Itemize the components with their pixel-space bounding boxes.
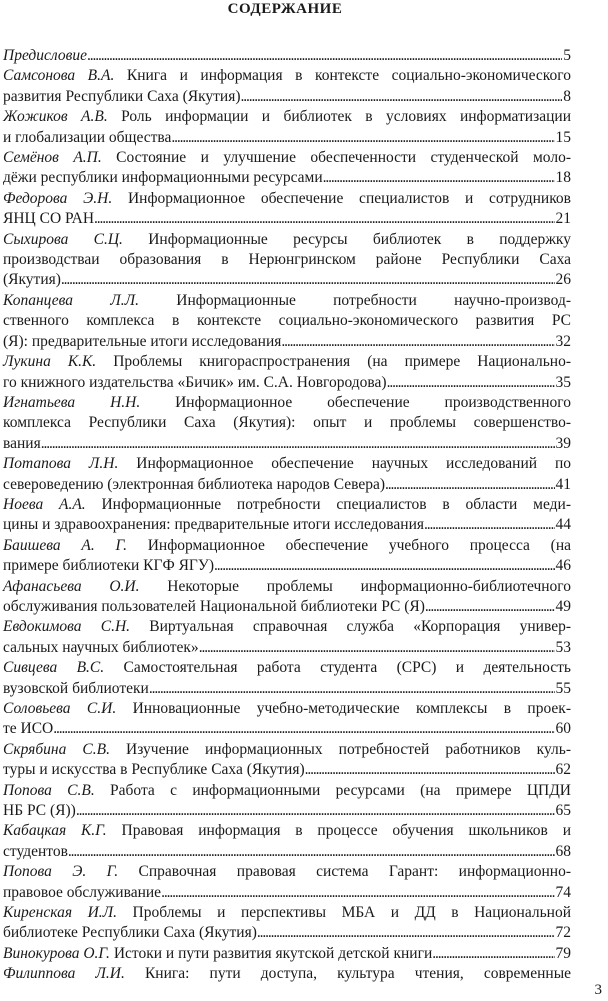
toc-entry [3,148,571,189]
toc-leader-dots [61,270,555,290]
toc-title-text: ственного комплекса в контексте социально-экономического развития РС [3,312,571,330]
toc-page-number: 72 [555,924,571,942]
toc-entry [3,862,571,903]
toc-page-number: 49 [555,597,571,615]
toc-title-text: Информационные потребности специалистов в области меди- [85,495,571,513]
toc-author: Самсонова В.А. [3,67,115,85]
toc-title-text: Проблемы книгораспространения (на примере Национально- [96,353,571,371]
toc-page-number: 8 [563,87,571,105]
toc-page-number: 26 [555,271,571,289]
toc-title-text: североведению (электронная библиотека народов Севера) [3,475,386,493]
toc-author: Копанцева Л.Л. [3,291,140,309]
toc-title-text: Книга: пути доступа, культура чтения, современные [124,965,571,983]
toc-entry-line [3,413,571,433]
toc-page-number: 15 [555,128,571,146]
toc-title-text: обслуживания пользователей Национальной библиотеки РС (Я) [3,597,425,615]
toc-leader-dots [257,923,555,943]
toc-entry-last-line [3,46,571,66]
page-number: 3 [594,982,602,998]
toc-leader-dots [425,597,555,617]
toc-entry-last-line [3,597,571,617]
toc-title-text: Информационные потребности научно-производ- [139,291,571,309]
toc-page-number: 5 [563,47,571,64]
toc-entry [3,66,571,107]
toc-entry [3,740,571,781]
toc-leader-dots [385,475,554,495]
toc-author: Семёнов А.П. [3,149,102,167]
toc-title-text: производстваи образования в Нерюнгринском районе Республики Саха [3,251,571,269]
toc-title-text: Изучение информационных потребностей работников куль- [109,740,571,758]
toc-author: Попова Э. Г. [3,863,119,881]
toc-title-text: Проблемы и перспективы МБА и ДД в Национальной [117,904,571,922]
toc-author: Киренская И.Л. [3,904,118,922]
toc-page-number: 79 [555,944,571,962]
toc-entry-line [3,862,571,882]
toc-title-text: студентов [3,842,68,860]
toc-leader-dots [432,944,554,964]
toc-entry [3,658,571,699]
page-title: СОДЕРЖАНИЕ [227,1,343,17]
toc-entry [3,107,571,148]
toc-title-text: Работа с информационными ресурсами (на примере ЦПДИ [94,781,571,799]
toc-entry-last-line [3,679,571,699]
toc-entry-last-line [3,332,571,352]
toc-author: Баишева А. Г. [3,536,127,554]
toc-author: Соловьева С.И. [3,700,117,717]
toc-title-text: библиотеке Республики Саха (Якутия) [3,924,257,942]
toc-entry [3,944,571,964]
toc-entry [3,577,571,618]
toc-leader-dots [68,842,555,862]
toc-author: Лукина К.К. [3,353,97,371]
toc-title-text: (Якутия) [3,271,61,289]
toc-entry-line [3,66,571,86]
toc-title-text: вузовской библиотеки [3,679,149,697]
toc-author: Кабацкая К.Г. [3,822,107,840]
toc-title-text: Виртуальная справочная служба «Корпорация универ- [130,618,571,636]
toc-entry-line [3,821,571,841]
toc-title-text: сальных научных библиотек» [3,638,199,656]
toc-page-number: 74 [555,883,571,901]
toc-title-text: те ИСО [3,720,54,738]
toc-entry [3,699,571,740]
toc-leader-dots [53,719,554,739]
toc-entry-line [3,311,571,331]
toc-page-number: 35 [555,373,571,391]
toc-author: Федорова Э.Н. [3,189,113,207]
toc-entry-line [3,189,571,209]
toc-page-number: 21 [555,210,571,228]
toc-entry [3,781,571,822]
toc-entry-last-line [3,475,571,495]
toc-entry-last-line [3,168,571,188]
toc-title-text: Истоки и пути развития якутской детской книги [109,944,433,962]
toc-title-text: Информационное обеспечение производственного [140,393,571,411]
toc-entry [3,536,571,577]
toc-page-number: 32 [555,332,571,350]
toc-entry-last-line [3,842,571,862]
toc-page-number: 46 [555,557,571,575]
toc-page-number: 39 [555,434,571,452]
toc-title-text: Справочная правовая система Гарант: информационно- [118,863,571,881]
toc-title-text: Некоторые проблемы информационно-библиотечного [139,577,572,595]
toc-entry [3,454,571,495]
toc-leader-dots [199,638,555,658]
toc-entry-last-line [3,556,571,576]
toc-author: Винокурова О.Г. [3,944,110,962]
toc-entry [3,46,571,66]
toc-title-text: Информационное обеспечение научных исследований по [118,455,572,473]
toc-title-text: вания [3,434,41,452]
toc-title-text: Правовая информация в процессе обучения школьников и [106,822,571,840]
toc-entry-line [3,230,571,250]
toc-entry-line [3,699,571,719]
toc-leader-dots [241,87,563,107]
toc-entry [3,821,571,862]
table-of-contents [3,46,571,985]
toc-entry-line [3,495,571,515]
toc-entry [3,617,571,658]
toc-entry-line [3,454,571,474]
toc-entry-last-line [3,87,571,107]
toc-leader-dots [171,128,554,148]
toc-entry-line [3,740,571,760]
toc-entry [3,393,571,454]
toc-title-text: Информационное обеспечение учебного процесса (на [126,536,571,554]
toc-leader-dots [94,209,554,229]
toc-leader-dots [424,515,554,535]
toc-leader-dots [161,883,554,903]
toc-entry-line [3,291,571,311]
toc-entry [3,495,571,536]
toc-author: Сивцева В.С. [3,659,105,677]
toc-author: Афанасьева О.И. [3,577,140,595]
toc-leader-dots [214,556,555,576]
toc-author: Скрябина С.В. [3,740,110,758]
toc-entry-last-line [3,373,571,393]
toc-title-text: развития Республики Саха (Якутия) [3,87,241,105]
toc-author: Жожиков А.В. [3,108,108,126]
toc-entry [3,352,571,393]
toc-author: Ноева А.А. [3,495,86,513]
toc-author: Сыхирова С.Ц. [3,230,123,248]
toc-leader-dots [41,434,555,454]
toc-title-text: Роль информации и библиотек в условиях информатизации [107,108,571,126]
toc-author: Потапова Л.Н. [3,455,119,473]
toc-title-text: примере библиотеки КГФ ЯГУ) [3,557,214,575]
toc-entry-last-line [3,515,571,535]
toc-author: Попова С.В. [3,781,95,799]
toc-entry-line [3,393,571,413]
toc-leader-dots [76,801,555,821]
toc-title-text: туры и искусства в Республике Саха (Якутия) [3,761,305,779]
toc-title-text: ЯНЦ СО РАН [3,210,95,228]
toc-author: Филиппова Л.И. [3,965,125,983]
toc-leader-dots [149,679,555,699]
toc-entry [3,189,571,230]
toc-page-number: 44 [555,516,571,534]
toc-title-text: Инновационные учебно-методические комплексы в проек- [116,700,571,717]
toc-entry-line [3,536,571,556]
toc-entry-line [3,250,571,270]
toc-leader-dots [305,760,555,780]
toc-entry-last-line [3,719,571,739]
toc-leader-dots [281,332,554,352]
toc-entry-last-line [3,801,571,821]
toc-title-text: Состояние и улучшение обеспеченности студенческой моло- [101,149,571,167]
toc-title-text: (Я): предварительные итоги исследования [3,332,282,350]
toc-title-text: Книга и информация в контексте социально-экономического [114,67,572,85]
toc-author: Игнатьева Н.Н. [3,393,141,411]
toc-page-number: 53 [555,638,571,656]
toc-title-text: цины и здравоохранения: предварительные итоги исследования [3,516,425,534]
toc-title-text: Информационное обеспечение специалистов и сотрудников [112,189,572,207]
toc-entry-last-line [3,883,571,903]
toc-page-number: 62 [555,761,571,779]
toc-entry-line [3,964,571,984]
toc-entry-last-line [3,638,571,658]
toc-entry-last-line [3,760,571,780]
toc-title-text: Самостоятельная работа студента (СРС) и деятельность [104,659,571,677]
toc-page-number: 55 [555,679,571,697]
toc-title-text: правовое обслуживание [3,883,162,901]
toc-entry-last-line [3,128,571,148]
toc-title-text: го книжного издательства «Бичик» им. С.А. Новгородова) [3,373,387,391]
toc-entry-last-line [3,270,571,290]
toc-entry-last-line [3,944,571,964]
toc-author: Евдокимова С.Н. [3,618,131,636]
toc-title-text: НБ РС (Я)) [3,802,76,820]
toc-entry-line [3,781,571,801]
toc-title-text: комплекса Республики Саха (Якутия): опыт и проблемы совершенство- [3,414,571,432]
toc-author: Предисловие [3,47,87,64]
toc-entry [3,964,571,984]
toc-entry-last-line [3,209,571,229]
toc-title-text: Информационные ресурсы библиотек в поддержку [122,230,571,248]
toc-entry-line [3,903,571,923]
toc-entry-last-line [3,923,571,943]
toc-entry-line [3,107,571,127]
toc-entry [3,230,571,291]
toc-title-text: и глобализации общества [3,128,172,146]
toc-leader-dots [323,168,555,188]
toc-page-number: 68 [555,842,571,860]
toc-entry-last-line [3,434,571,454]
toc-entry-line [3,658,571,678]
toc-entry-line [3,577,571,597]
toc-page-number: 41 [555,475,571,493]
toc-page-number: 60 [555,720,571,738]
toc-leader-dots [87,46,562,66]
toc-entry [3,903,571,944]
toc-entry [3,291,571,352]
toc-leader-dots [387,373,555,393]
toc-page-number: 18 [555,169,571,187]
toc-page-number: 65 [555,802,571,820]
toc-title-text: дёжи республики информационными ресурсами [3,169,323,187]
toc-entry-line [3,148,571,168]
toc-entry-line [3,352,571,372]
toc-entry-line [3,617,571,637]
